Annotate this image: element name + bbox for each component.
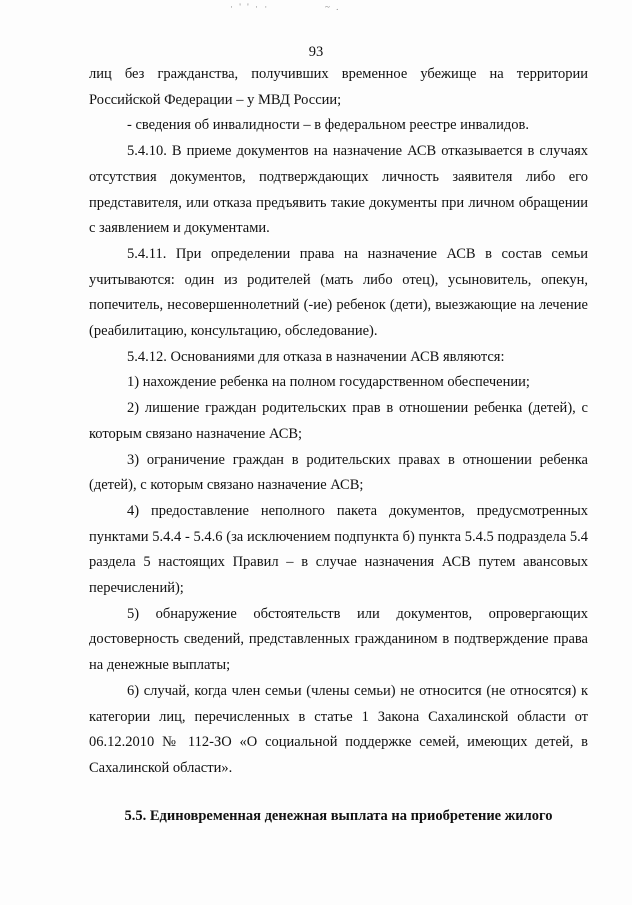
list-item: 1) нахождение ребенка на полном государственном обеспечении; — [127, 374, 530, 391]
section-heading: 5.5. Единовременная денежная выплата на приобретение жилого — [124, 808, 553, 824]
scan-artifact: ~ . — [325, 2, 341, 12]
page-number: 93 — [308, 44, 324, 60]
list-item: 3) ограничение граждан в родительских правах в отношении ребенка (детей), с которым связано назначение АСВ; — [89, 451, 588, 494]
paragraph: 5.4.12. Основаниями для отказа в назначении АСВ являются: — [127, 348, 505, 365]
paragraph: лиц без гражданства, получивших временное убежище на территории Российской Федерации – у МВД России; — [89, 66, 588, 108]
paragraph: 5.4.11. При определении права на назначение АСВ в состав семьи учитываются: один из родителей (мать либо отец), усыновитель, опекун, попечитель, несовершеннолетний (-ие) ребенок (дети), выезжающие на лечение (реабилитацию, консультацию, обследование). — [89, 245, 588, 340]
paragraph: 5.4.10. В приеме документов на назначение АСВ отказывается в случаях отсутствия документов, подтверждающих личность заявителя либо его представителя, или отказа предъявить такие документы при личном обращении с заявлением и документами. — [89, 143, 588, 237]
list-item: 5) обнаружение обстоятельств или документов, опровергающих достоверность сведений, представленных гражданином в подтверждение права на денежные выплаты; — [89, 605, 588, 674]
paragraph: - сведения об инвалидности – в федеральном реестре инвалидов. — [127, 117, 529, 134]
list-item: 2) лишение граждан родительских прав в отношении ребенка (детей), с которым связано назначение АСВ; — [89, 400, 588, 442]
scan-artifact: · ' ' · · — [230, 2, 270, 12]
document-body — [89, 62, 588, 782]
list-item: 6) случай, когда член семьи (члены семьи) не относится (не относятся) к категории лиц, перечисленных в статье 1 Закона Сахалинской области от 06.12.2010 № 112-ЗО «О социальной поддержке семей, имеющих детей, в Сахалинской области». — [89, 682, 588, 776]
list-item: 4) предоставление неполного пакета документов, предусмотренных пунктами 5.4.4 - 5.4.6 (за исключением подпункта б) пункта 5.4.5 подраздела 5.4 раздела 5 настоящих Правил – в случае назначения АСВ путем авансовых перечислений); — [89, 502, 588, 597]
